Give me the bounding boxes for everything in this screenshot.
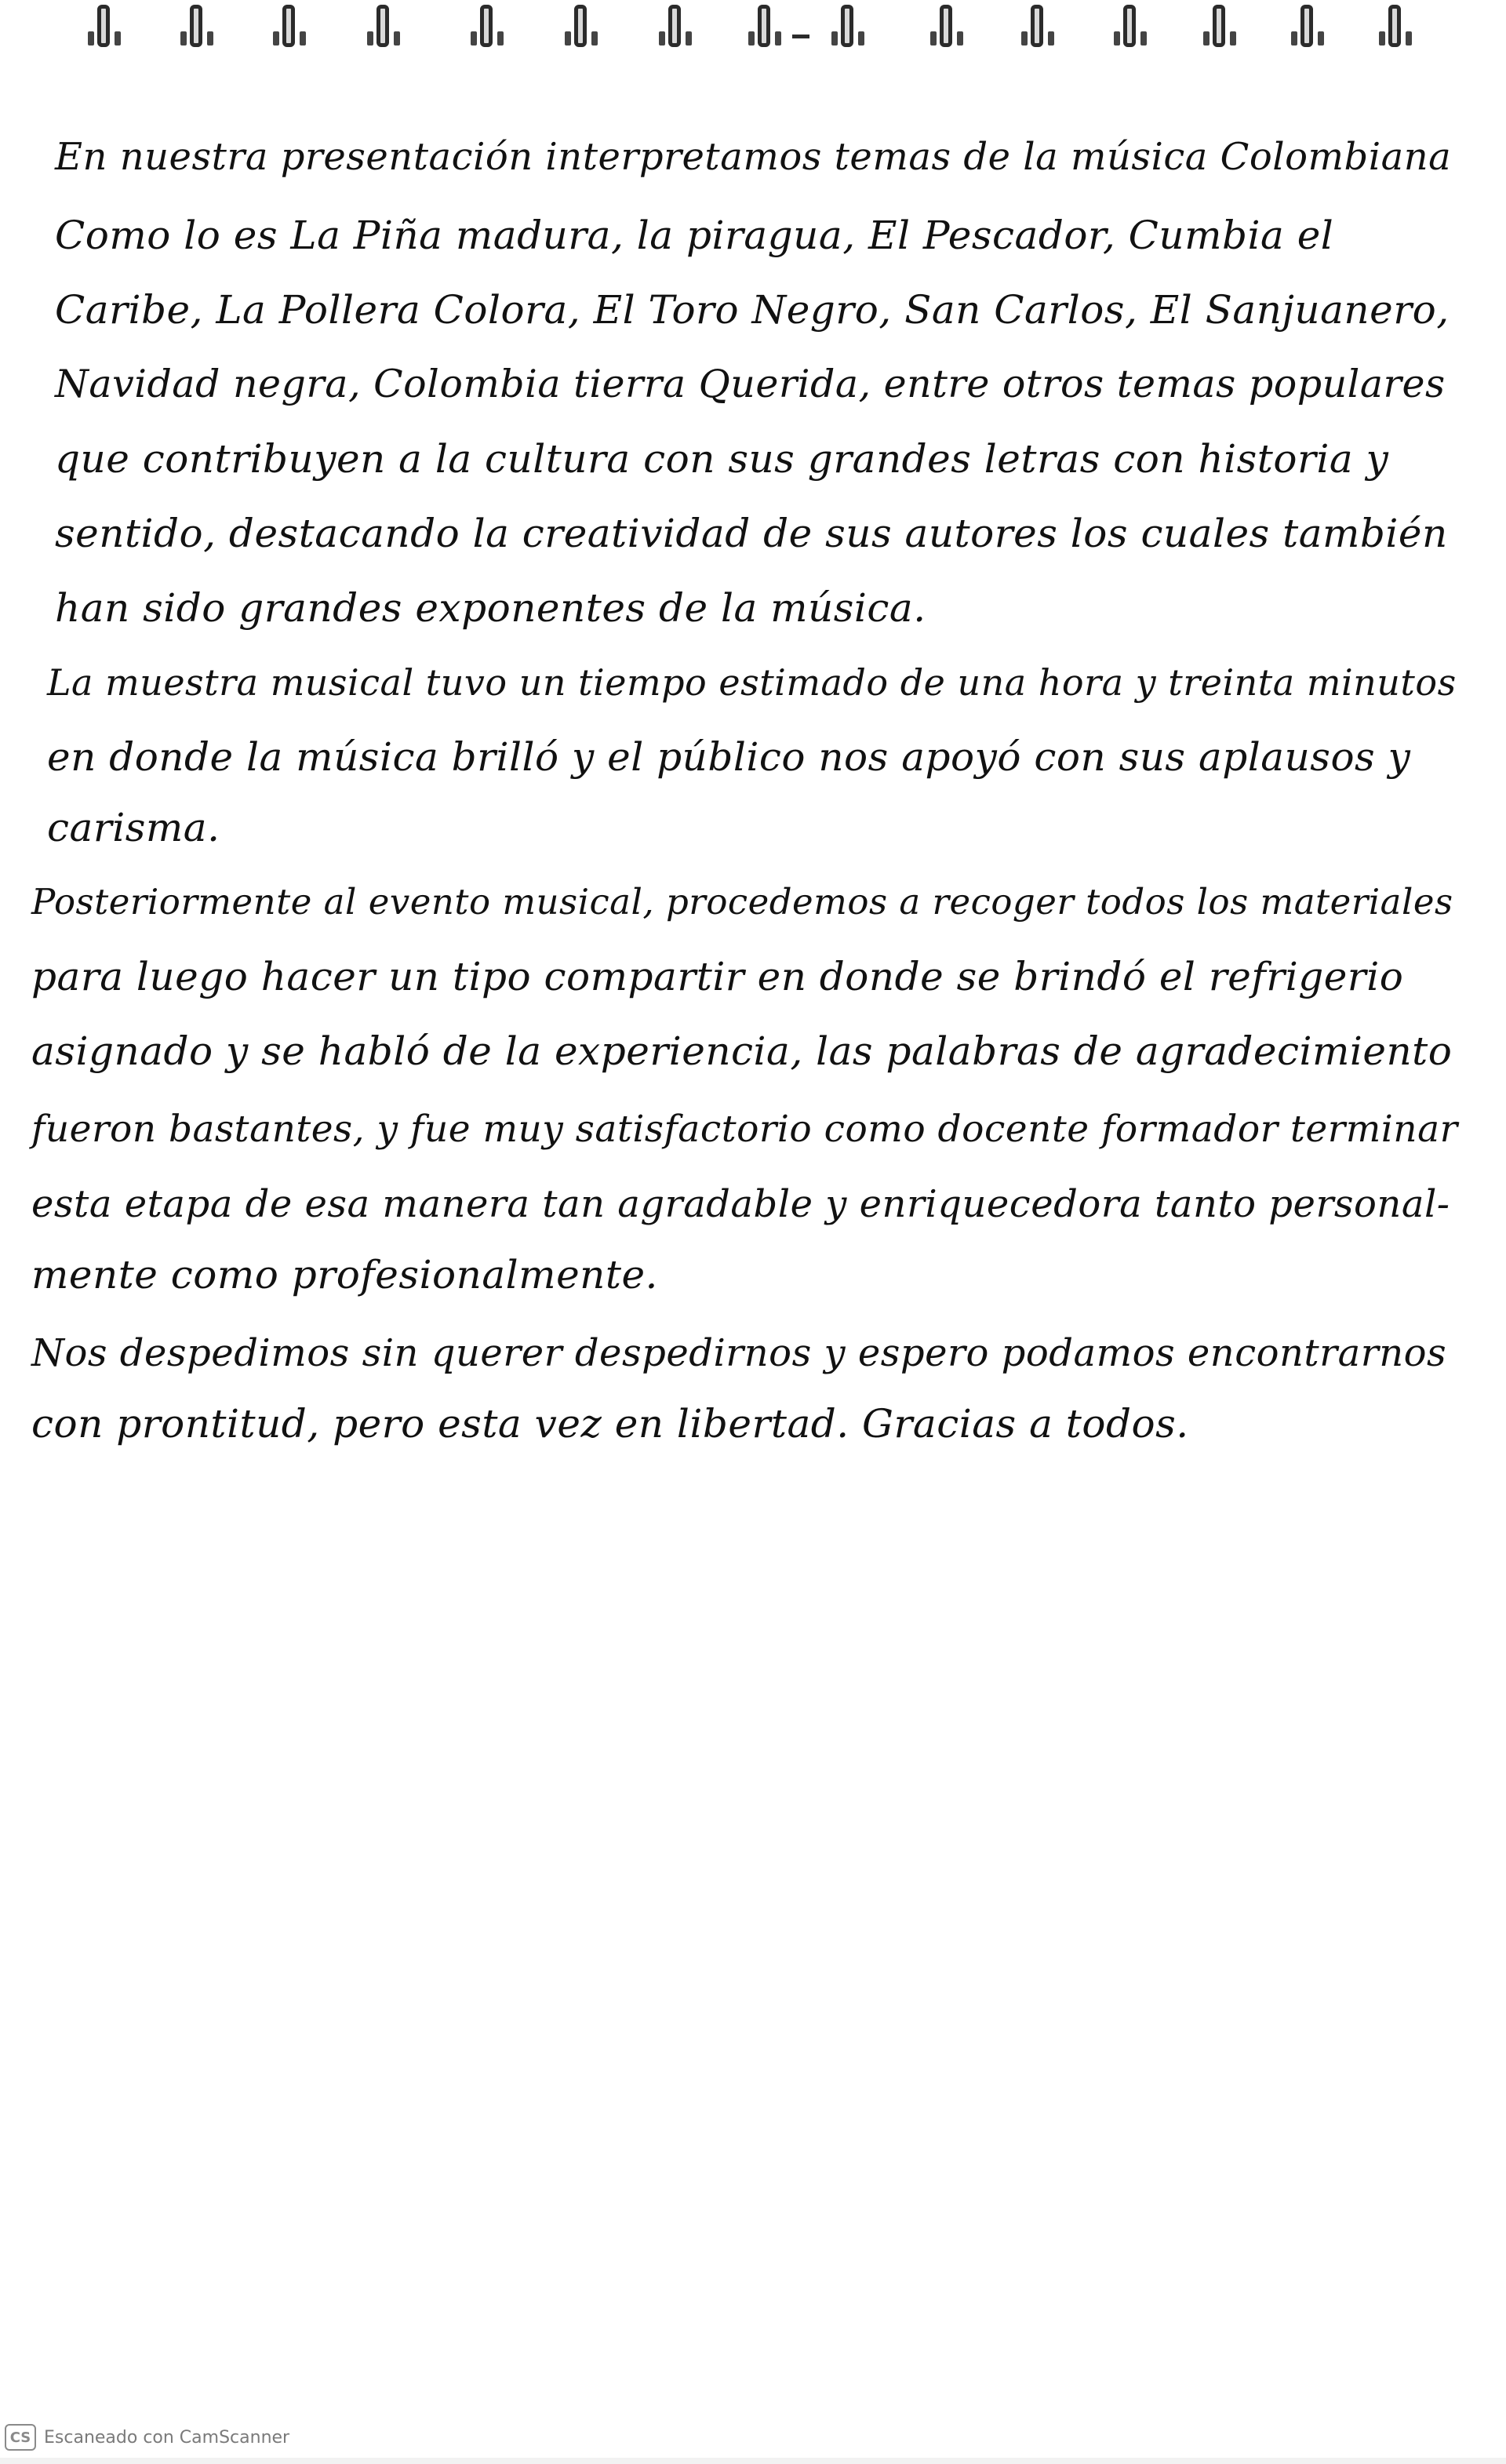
spiral-binding [0, 0, 1506, 63]
text-line: Caribe, La Pollera Colora, El Toro Negro, San Carlos, El Sanjuanero, [55, 287, 1450, 333]
binding-ring-icon [1208, 5, 1231, 50]
text-line: fueron bastantes, y fue muy satisfactorio como docente formador terminar [31, 1108, 1458, 1151]
text-line: para luego hacer un tipo compartir en donde se brindó el refrigerio [31, 954, 1404, 999]
binding-ring-icon [1384, 5, 1407, 50]
text-line: mente como profesionalmente. [31, 1252, 658, 1298]
text-line: Posteriormente al evento musical, procedemos a recoger todos los materiales [31, 881, 1453, 923]
text-line: sentido, destacando la creatividad de sus autores los cuales también [55, 511, 1448, 556]
text-line: Navidad negra, Colombia tierra Querida, entre otros temas populares [55, 362, 1446, 406]
binding-ring-icon [372, 5, 395, 50]
binding-ring-icon [1296, 5, 1319, 50]
page-bottom-edge [0, 2458, 1506, 2464]
binding-ring-icon [93, 5, 116, 50]
text-line: que contribuyen a la cultura con sus grandes letras con historia y [55, 436, 1389, 482]
text-line: En nuestra presentación interpretamos temas de la música Colombiana [55, 135, 1452, 179]
text-line: esta etapa de esa manera tan agradable y enriquecedora tanto personal- [31, 1182, 1450, 1226]
text-line: Nos despedimos sin querer despedirnos y espero podamos encontrarnos [31, 1331, 1447, 1375]
binding-ring-icon [935, 5, 959, 50]
watermark-label: Escaneado con CamScanner [44, 2427, 290, 2448]
text-line: han sido grandes exponentes de la música. [55, 585, 926, 631]
text-line: carisma. [47, 805, 220, 850]
text-line: Como lo es La Piña madura, la piragua, El Pescador, Cumbia el [55, 213, 1334, 258]
camscanner-logo-icon: CS [5, 2424, 36, 2451]
text-line: La muestra musical tuvo un tiempo estimado de una hora y treinta minutos [47, 661, 1457, 704]
binding-ring-icon [278, 5, 301, 50]
camscanner-watermark [5, 2422, 289, 2453]
text-line: en donde la música brilló y el público nos apoyó con sus aplausos y [47, 734, 1411, 780]
binding-ring-icon [664, 5, 687, 50]
binding-dash [792, 35, 809, 38]
binding-ring-icon [753, 5, 777, 50]
binding-ring-icon [185, 5, 209, 50]
binding-ring-icon [1119, 5, 1142, 50]
text-line: con prontitud, pero esta vez en libertad. Gracias a todos. [31, 1401, 1189, 1447]
binding-ring-icon [475, 5, 499, 50]
binding-ring-icon [836, 5, 860, 50]
binding-ring-icon [1026, 5, 1049, 50]
text-line: asignado y se habló de la experiencia, las palabras de agradecimiento [31, 1028, 1453, 1074]
binding-ring-icon [569, 5, 593, 50]
